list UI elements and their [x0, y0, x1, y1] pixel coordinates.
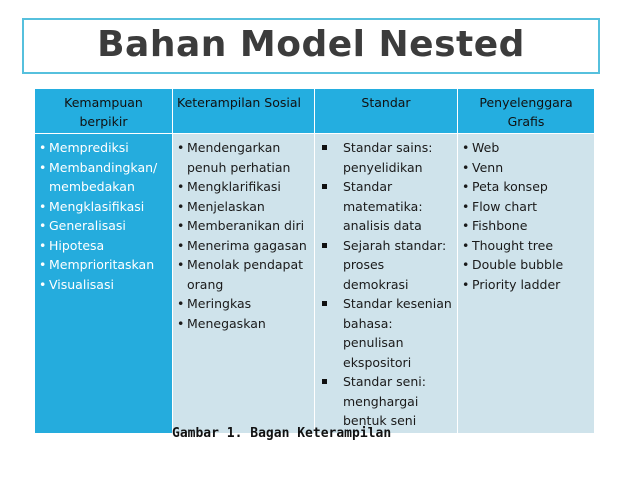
- list-item: [462, 255, 590, 275]
- list-item-text: Menolak pendapat orang: [187, 257, 304, 292]
- header-keterampilan-sosial: Keterampilan Sosial: [173, 89, 315, 134]
- bullet-icon: •: [177, 140, 185, 155]
- table-header-row: [35, 89, 595, 134]
- list-item-text: Visualisasi: [49, 276, 114, 292]
- list-item: [462, 177, 590, 197]
- list-item-text: Generalisasi: [49, 218, 126, 233]
- bullet-icon: •: [39, 237, 47, 253]
- list-item: [462, 236, 590, 256]
- list-item-text: Memprioritaskan: [49, 257, 155, 272]
- list-item: [177, 177, 310, 197]
- list-item-text: Mendengarkan penuh perhatian: [187, 140, 291, 175]
- bullet-icon: •: [462, 257, 470, 272]
- cell-kemampuan-berpikir: [35, 134, 173, 434]
- list-item-text: Hipotesa: [49, 237, 105, 253]
- list-item: [177, 314, 310, 334]
- list-item: [462, 216, 590, 236]
- list-item: [177, 216, 310, 236]
- square-bullet-icon: [322, 301, 327, 306]
- title-box: [22, 18, 600, 74]
- list-item-text: Standar sains: penyelidikan: [343, 140, 433, 175]
- list-item-text: Web: [472, 140, 500, 155]
- list-item-text: Mengklasifikasi: [49, 198, 145, 214]
- bullet-icon: •: [462, 218, 470, 233]
- bullet-icon: •: [462, 140, 470, 155]
- list-item-text: Peta konsep: [472, 179, 548, 194]
- bullet-icon: •: [462, 237, 470, 253]
- header-standar: Standar: [315, 89, 458, 134]
- list-item-text: Mengklarifikasi: [187, 179, 281, 194]
- list-item-text: Memprediksi: [49, 140, 129, 155]
- list-item-text: Membandingkan/ membedakan: [49, 159, 158, 194]
- cell-standar: [315, 134, 458, 434]
- list-item: [462, 197, 590, 217]
- header-kemampuan-berpikir: Kemampuan berpikir: [35, 89, 173, 134]
- list-item: [319, 294, 453, 372]
- list-item: [177, 197, 310, 217]
- list-item-text: Venn: [472, 159, 504, 175]
- list-item-text: Menerima gagasan: [187, 237, 307, 253]
- list-item: [462, 275, 590, 295]
- list-item-text: Memberanikan diri: [187, 218, 305, 233]
- list-item: [39, 138, 168, 158]
- list-item-text: Double bubble: [472, 257, 564, 272]
- cell-penyelenggara-grafis: [458, 134, 595, 434]
- bullet-icon: •: [39, 140, 47, 155]
- bullet-icon: •: [177, 179, 185, 194]
- bullet-icon: •: [39, 198, 47, 214]
- list-item: [177, 294, 310, 314]
- list-kemampuan-berpikir: [39, 138, 168, 294]
- list-item: [39, 197, 168, 217]
- bullet-icon: •: [177, 257, 185, 272]
- square-bullet-icon: [322, 145, 327, 150]
- list-item: [39, 275, 168, 295]
- bullet-icon: •: [39, 159, 47, 175]
- list-item-text: Standar matematika: analisis data: [343, 179, 423, 233]
- bullet-icon: •: [177, 237, 185, 253]
- bullet-icon: •: [177, 198, 185, 214]
- bullet-icon: •: [177, 315, 185, 331]
- nested-model-table: [34, 88, 595, 434]
- bullet-icon: •: [39, 257, 47, 272]
- list-item: [319, 372, 453, 431]
- list-item: [319, 236, 453, 295]
- square-bullet-icon: [322, 379, 327, 384]
- header-penyelenggara-grafis: Penyelenggara Grafis: [458, 89, 595, 134]
- list-item-text: Meringkas: [187, 296, 252, 311]
- list-item-text: Priority ladder: [472, 276, 561, 292]
- list-item: [177, 138, 310, 177]
- list-penyelenggara-grafis: [462, 138, 590, 294]
- list-item: [39, 255, 168, 275]
- bullet-icon: •: [177, 218, 185, 233]
- list-item: [319, 138, 453, 177]
- slide-title: Bahan Model Nested: [97, 24, 525, 65]
- list-item: [39, 236, 168, 256]
- bullet-icon: •: [177, 296, 185, 311]
- list-item: [462, 158, 590, 178]
- list-item-text: Menegaskan: [187, 315, 266, 331]
- list-item-text: Menjelaskan: [187, 198, 265, 214]
- bullet-icon: •: [462, 159, 470, 175]
- list-keterampilan-sosial: [177, 138, 310, 333]
- list-item: [39, 158, 168, 197]
- square-bullet-icon: [322, 243, 327, 248]
- figure-caption: Gambar 1. Bagan Keterampilan: [172, 426, 392, 441]
- list-item-text: Fishbone: [472, 218, 528, 233]
- list-item-text: Sejarah standar: proses demokrasi: [343, 237, 447, 292]
- list-item: [319, 177, 453, 236]
- table-body-row: [35, 134, 595, 434]
- list-item-text: Thought tree: [472, 237, 554, 253]
- list-item-text: Flow chart: [472, 198, 538, 214]
- bullet-icon: •: [462, 198, 470, 214]
- list-standar: [319, 138, 453, 431]
- bullet-icon: •: [462, 276, 470, 292]
- list-item-text: Standar seni: menghargai bentuk seni: [343, 374, 426, 428]
- cell-keterampilan-sosial: [173, 134, 315, 434]
- list-item-text: Standar kesenian bahasa: penulisan ekspositori: [343, 296, 452, 370]
- square-bullet-icon: [322, 184, 327, 189]
- bullet-icon: •: [39, 276, 47, 292]
- list-item: [39, 216, 168, 236]
- list-item: [462, 138, 590, 158]
- bullet-icon: •: [462, 179, 470, 194]
- bullet-icon: •: [39, 218, 47, 233]
- list-item: [177, 236, 310, 256]
- list-item: [177, 255, 310, 294]
